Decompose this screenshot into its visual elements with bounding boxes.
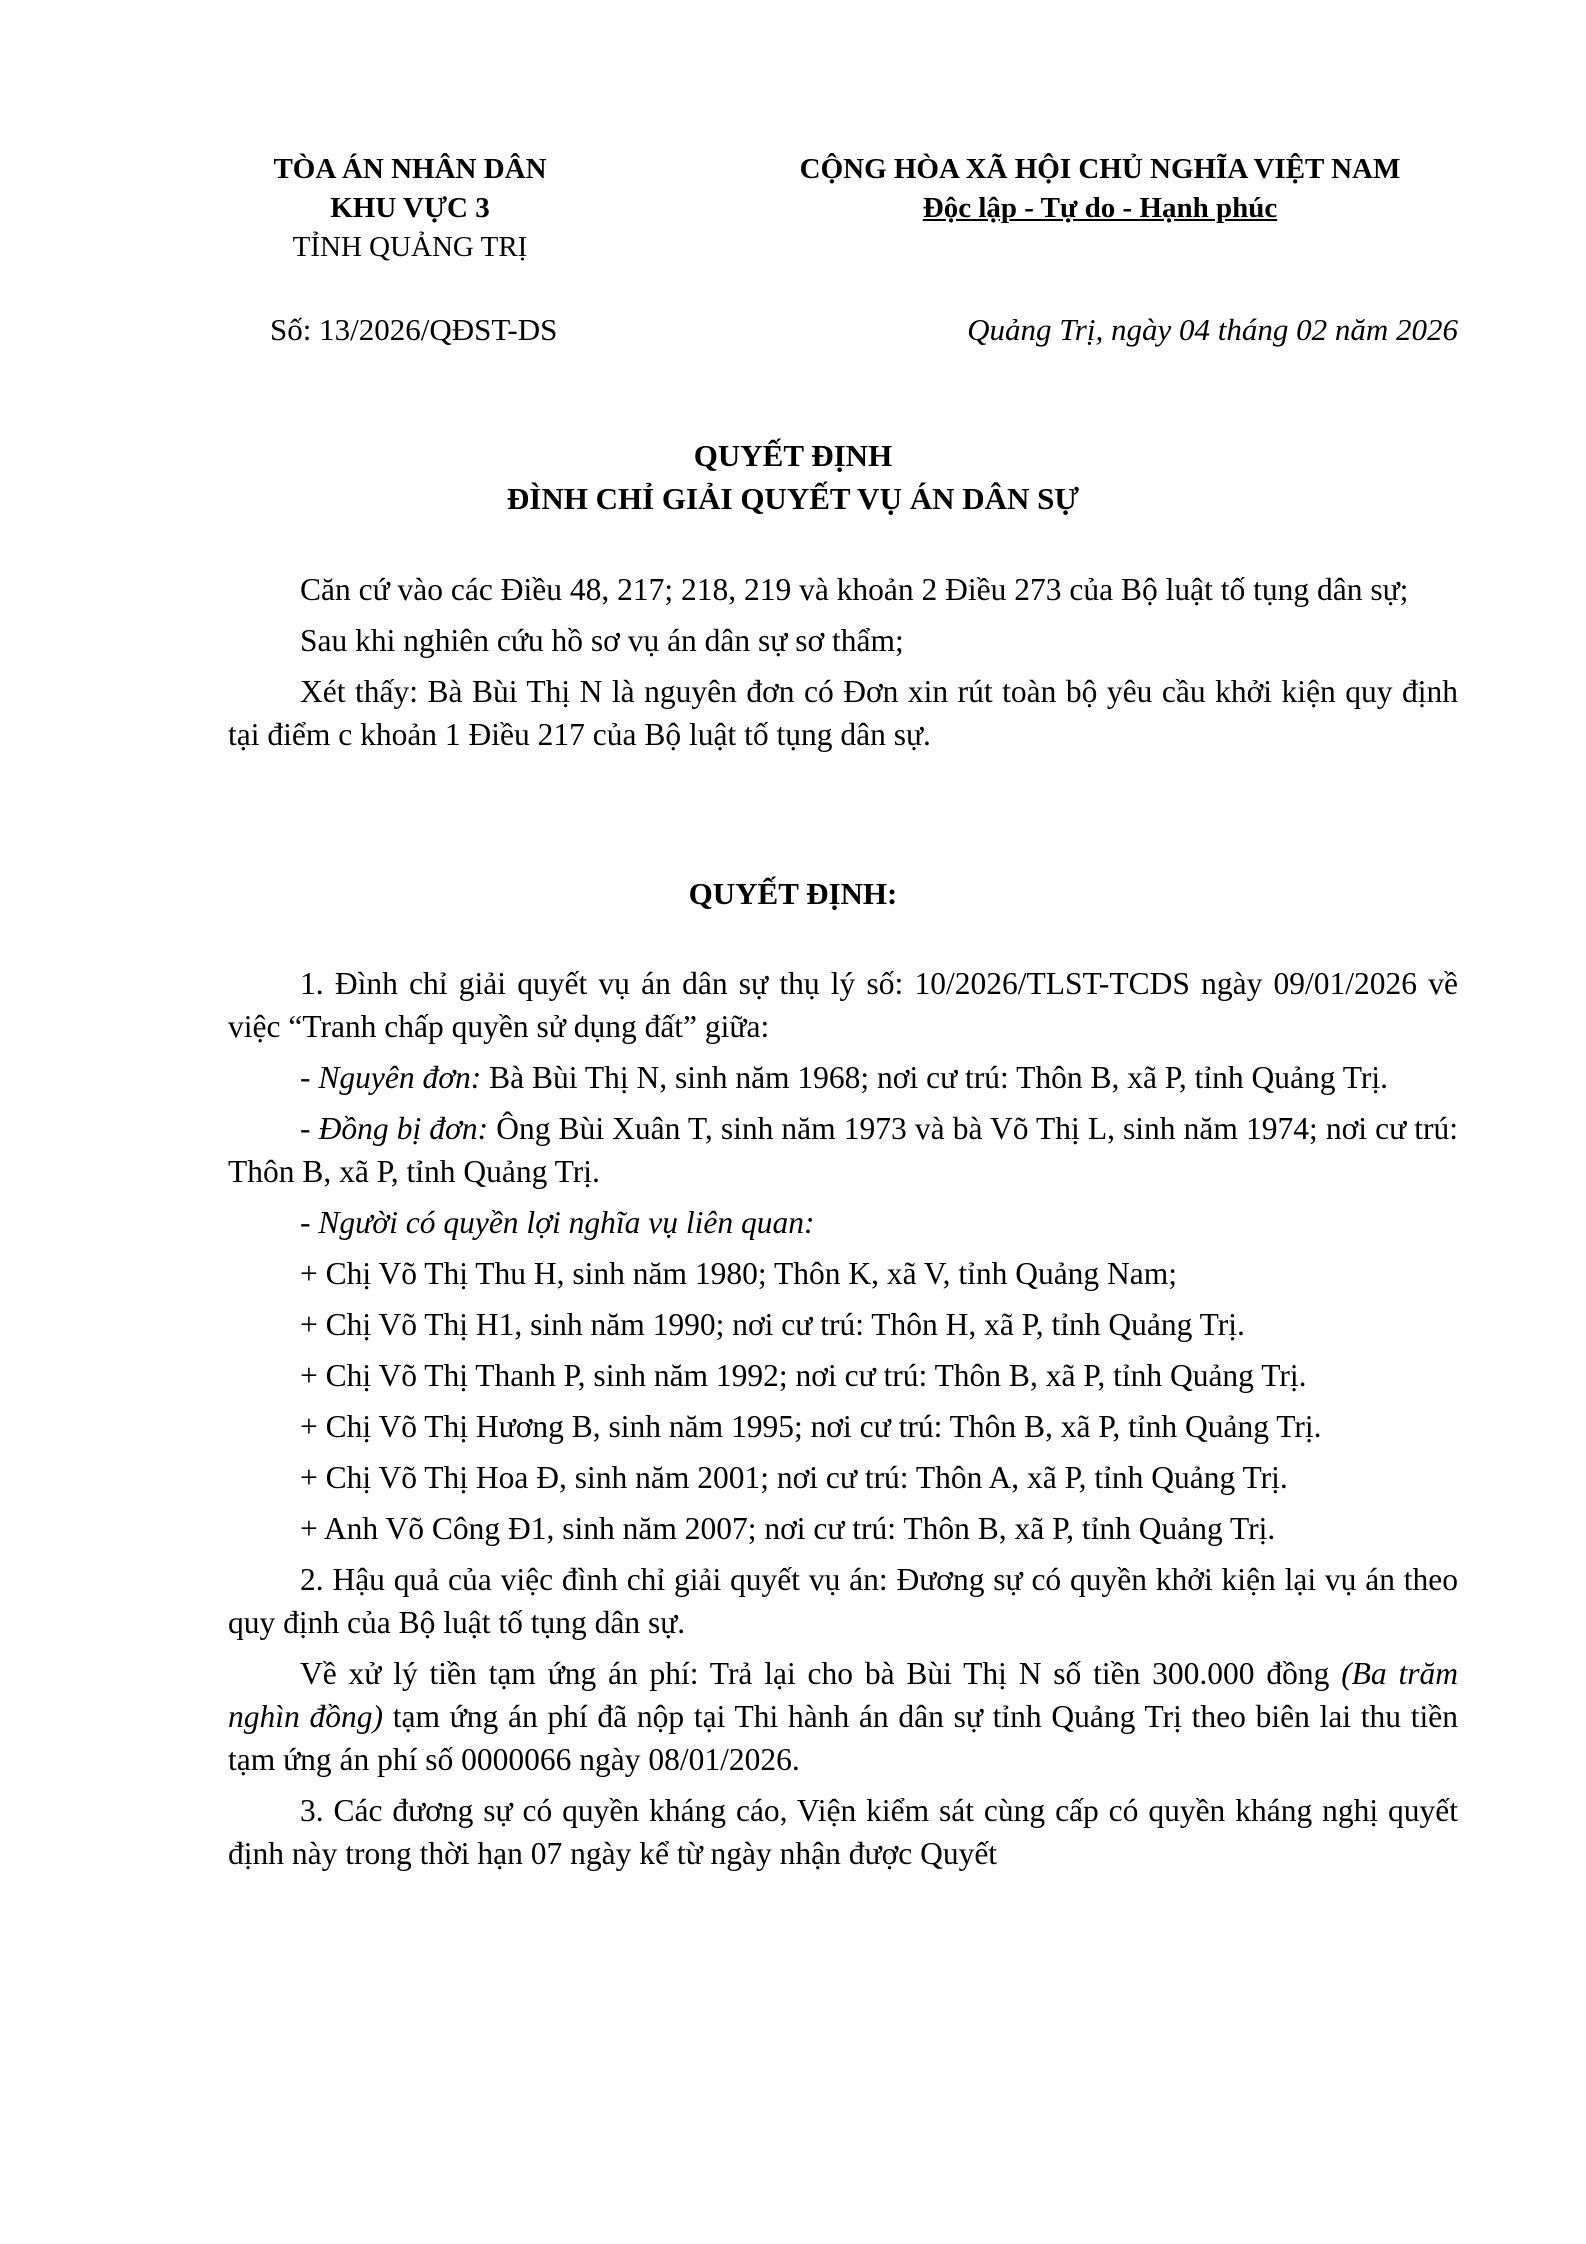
court-header	[170, 150, 650, 267]
plaintiff-text: Bà Bùi Thị N, sinh năm 1968; nơi cư trú: Thôn B, xã P, tỉnh Quảng Trị.	[481, 1060, 1388, 1095]
related-person-5: + Chị Võ Thị Hoa Đ, sinh năm 2001; nơi cư trú: Thôn A, xã P, tỉnh Quảng Trị.	[300, 1460, 1288, 1495]
related-person-1: + Chị Võ Thị Thu H, sinh năm 1980; Thôn K, xã V, tỉnh Quảng Nam;	[300, 1256, 1178, 1291]
document-title: QUYẾT ĐỊNH	[693, 438, 893, 473]
decision-heading: QUYẾT ĐỊNH:	[688, 876, 898, 911]
defendant-text: Ông Bùi Xuân T, sinh năm 1973 và bà Võ Thị L, sinh năm 1974; nơi cư trú: Thôn B, xã P, tỉnh Quảng Trị.	[228, 1111, 1459, 1189]
defendant-label: - Đồng bị đơn:	[300, 1111, 489, 1146]
decision-item-1: 1. Đình chỉ giải quyết vụ án dân sự thụ lý số: 10/2026/TLST-TCDS ngày 09/01/2026 về việc “Tranh chấp quyền sử dụng đất” giữa:	[228, 966, 1458, 1044]
defendant-paragraph	[228, 1107, 1458, 1193]
fee-text-2: tạm ứng án phí đã nộp tại Thi hành án dân sự tỉnh Quảng Trị theo biên lai thu tiền tạm ứng án phí số 0000066 ngày 08/01/2026.	[228, 1699, 1458, 1777]
court-name-line3: TỈNH QUẢNG TRỊ	[292, 231, 528, 263]
related-person-4: + Chị Võ Thị Hương B, sinh năm 1995; nơi cư trú: Thôn B, xã P, tỉnh Quảng Trị.	[300, 1409, 1322, 1444]
fee-paragraph	[228, 1652, 1458, 1781]
fee-amount-words: (Ba trăm nghìn đồng)	[228, 1656, 1458, 1734]
court-name-line2: KHU VỰC 3	[330, 192, 490, 224]
related-label: - Người có quyền lợi nghĩa vụ liên quan:	[300, 1205, 815, 1240]
related-person-3: + Chị Võ Thị Thanh P, sinh năm 1992; nơi cư trú: Thôn B, xã P, tỉnh Quảng Trị.	[300, 1358, 1307, 1393]
decision-item-3: 3. Các đương sự có quyền kháng cáo, Viện kiểm sát cùng cấp có quyền kháng nghị quyết định này trong thời hạn 07 ngày kể từ ngày nhận được Quyết	[228, 1793, 1458, 1871]
decision-body	[228, 962, 1458, 1875]
decision-item-2: 2. Hậu quả của việc đình chỉ giải quyết vụ án: Đương sự có quyền khởi kiện lại vụ án theo quy định của Bộ luật tố tụng dân sự.	[228, 1562, 1458, 1640]
nation-title: CỘNG HÒA XÃ HỘI CHỦ NGHĨA VIỆT NAM	[799, 153, 1401, 185]
court-name-line1: TÒA ÁN NHÂN DÂN	[273, 153, 547, 185]
preamble-finding: Xét thấy: Bà Bùi Thị N là nguyên đơn có Đơn xin rút toàn bộ yêu cầu khởi kiện quy định tại điểm c khoản 1 Điều 217 của Bộ luật tố tụng dân sự.	[228, 674, 1458, 752]
plaintiff-label: - Nguyên đơn:	[300, 1060, 482, 1095]
related-person-2: + Chị Võ Thị H1, sinh năm 1990; nơi cư trú: Thôn H, xã P, tỉnh Quảng Trị.	[300, 1307, 1245, 1342]
document-number: Số: 13/2026/QĐST-DS	[270, 312, 558, 347]
plaintiff-paragraph	[228, 1056, 1458, 1099]
fee-text-1: Về xử lý tiền tạm ứng án phí: Trả lại cho bà Bùi Thị N số tiền 300.000 đồng	[300, 1656, 1342, 1691]
national-header	[740, 150, 1460, 228]
preamble-legal-basis: Căn cứ vào các Điều 48, 217; 218, 219 và khoản 2 Điều 273 của Bộ luật tố tụng dân sự;	[300, 572, 1409, 607]
preamble	[228, 568, 1458, 756]
preamble-study: Sau khi nghiên cứu hồ sơ vụ án dân sự sơ thẩm;	[300, 623, 904, 658]
document-subtitle: ĐÌNH CHỈ GIẢI QUYẾT VỤ ÁN DÂN SỰ	[506, 481, 1080, 516]
related-person-6: + Anh Võ Công Đ1, sinh năm 2007; nơi cư trú: Thôn B, xã P, tỉnh Quảng Trị.	[300, 1511, 1276, 1546]
document-date: Quảng Trị, ngày 04 tháng 02 năm 2026	[967, 312, 1458, 347]
national-motto: Độc lập - Tự do - Hạnh phúc	[922, 192, 1278, 224]
